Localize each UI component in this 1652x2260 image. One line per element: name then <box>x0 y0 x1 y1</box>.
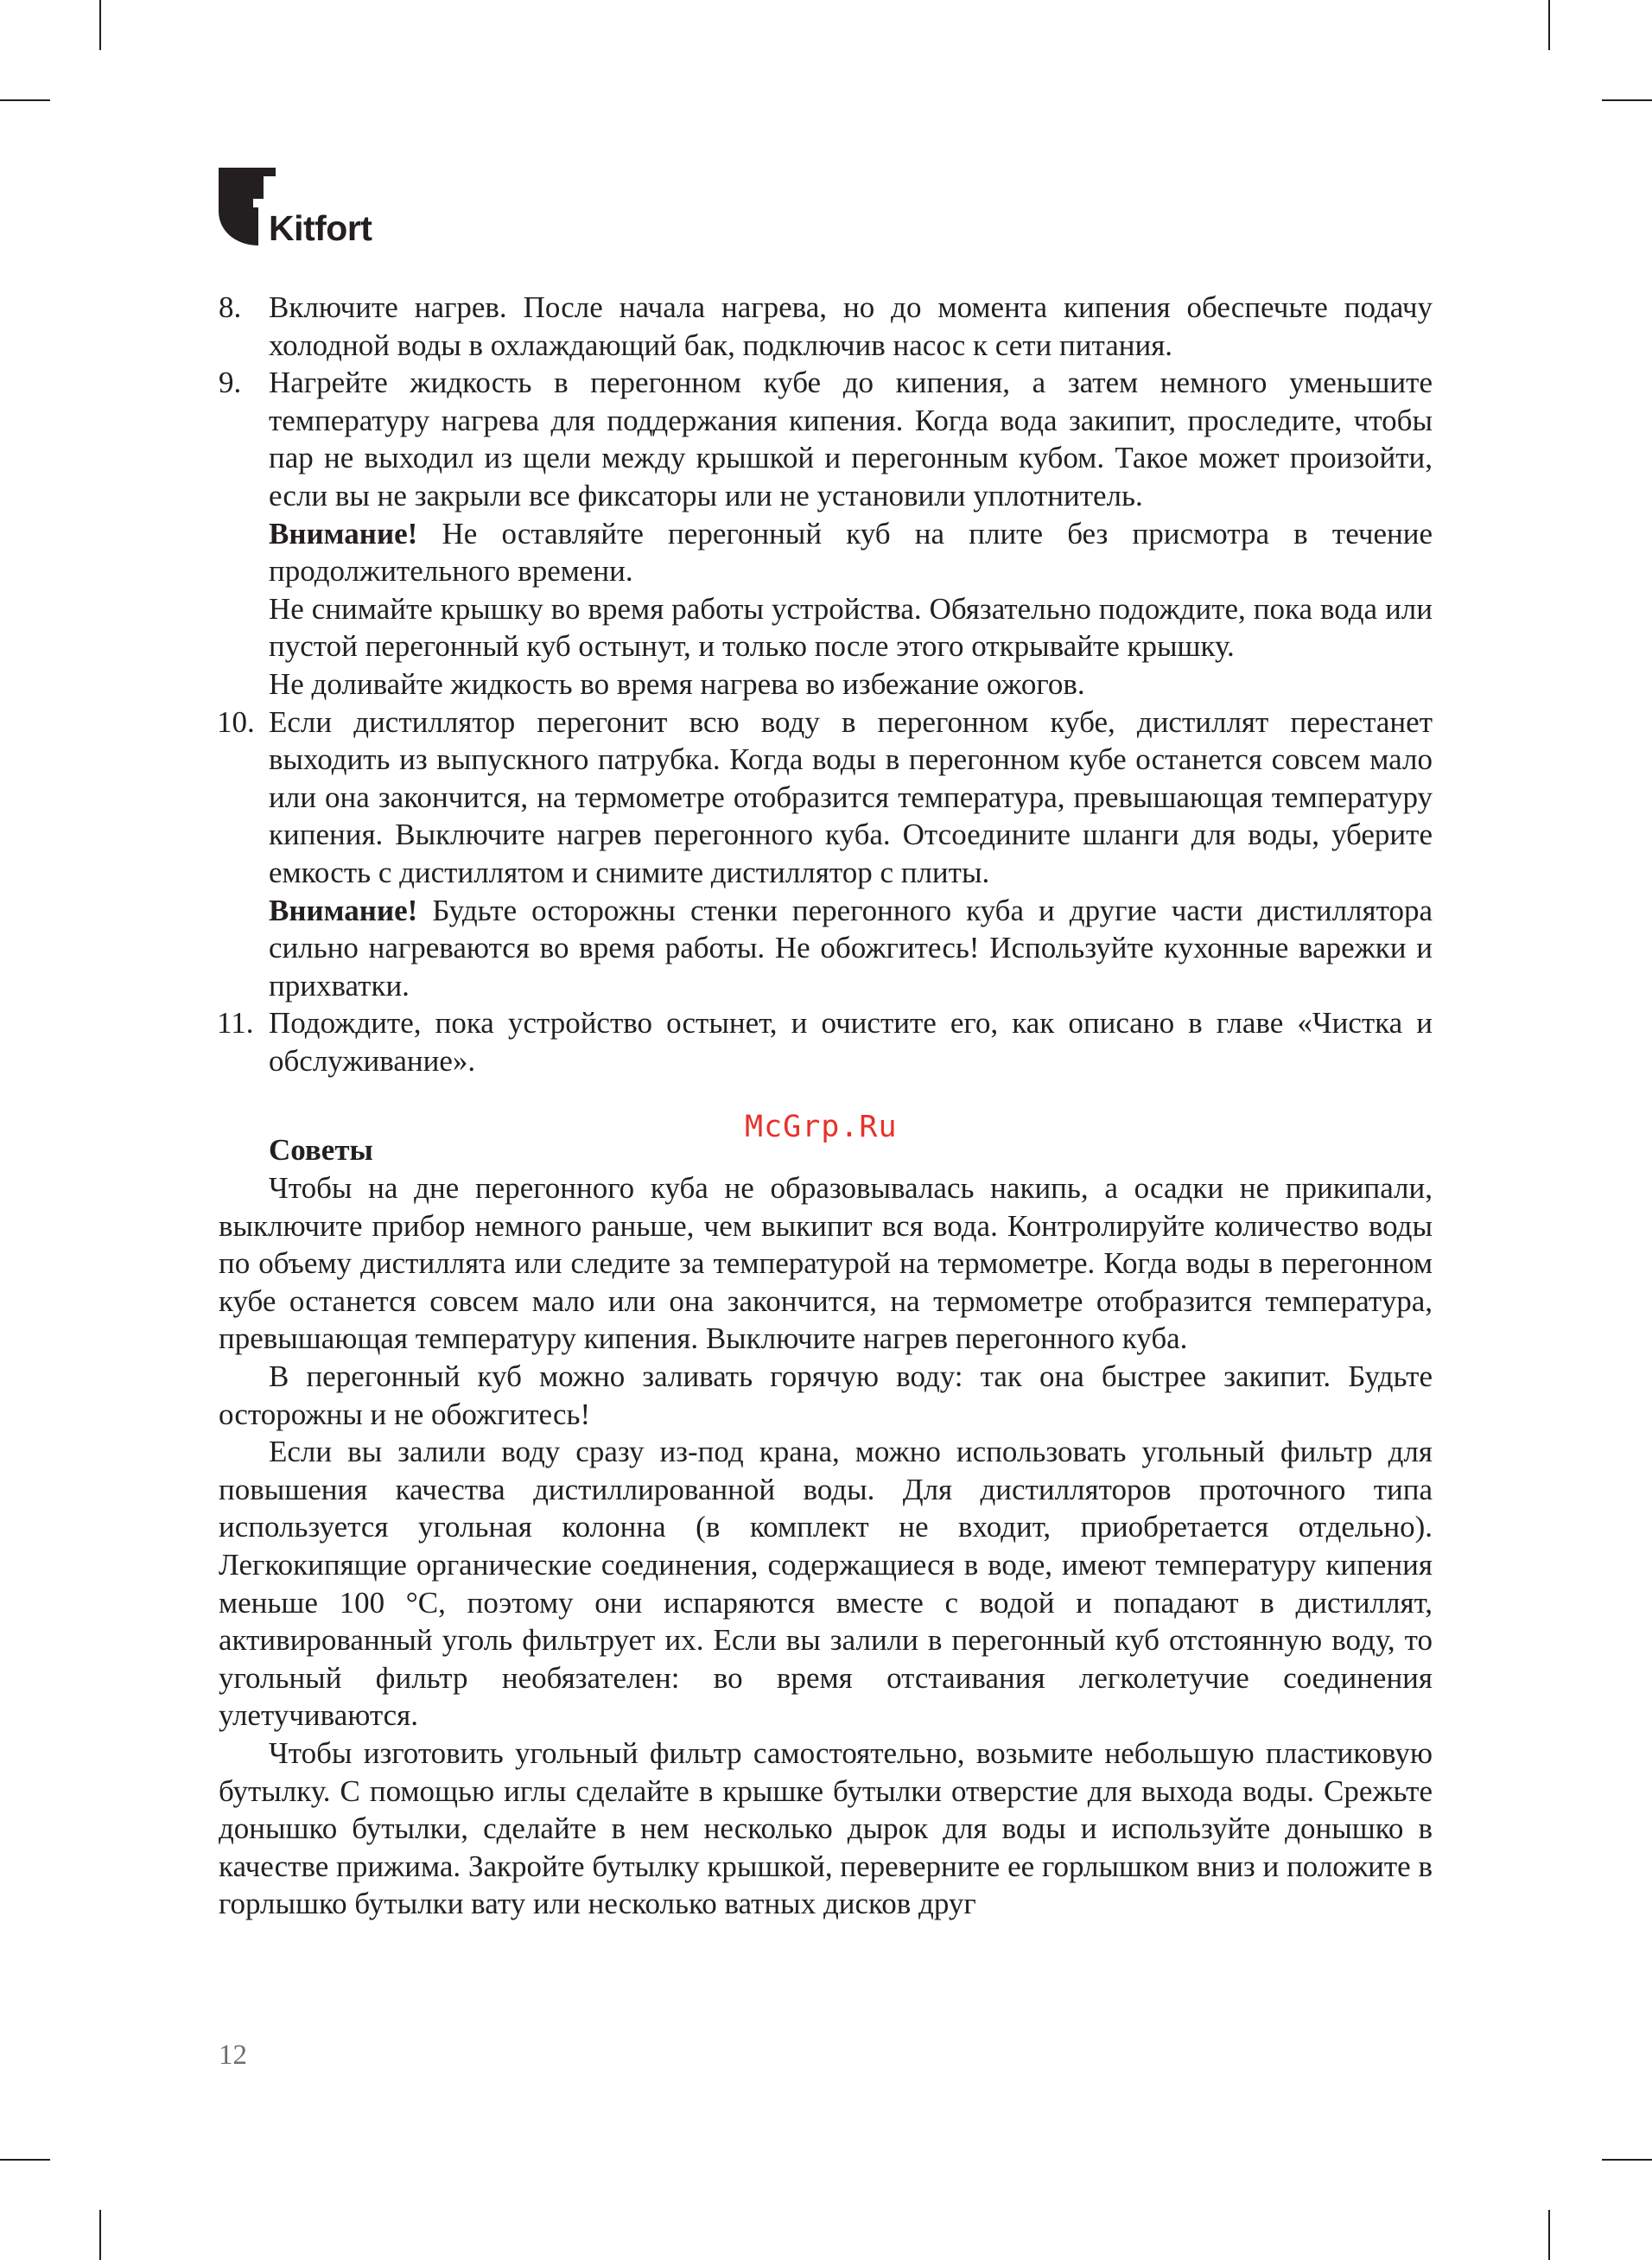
item-text: Подождите, пока устройство остынет, и очистите его, как описано в главе «Чистка и обслуживание». <box>269 1006 1433 1078</box>
brand-name: Kitfort <box>269 208 372 248</box>
item-number: 11. <box>217 1006 254 1041</box>
list-item-9 <box>219 364 1433 703</box>
watermark: McGrp.Ru <box>745 1110 898 1144</box>
crop-mark <box>0 2159 50 2161</box>
paragraph: Чтобы на дне перегонного куба не образовывалась накипь, а осадки не прикипали, выключите прибор немного раньше, чем выкипит вся вода. Контролируйте количество воды по объему дистиллята или следите за температурой на термометре. Когда воды в перегонном кубе останется совсем мало или она закончится, на термометре отобразится температура, превышающая температуру кипения. Выключите нагрев перегонного куба. <box>219 1171 1433 1356</box>
list-item-8 <box>219 289 1433 364</box>
paragraph: Если вы залили воду сразу из-под крана, можно использовать угольный фильтр для повышения качества дистиллированной воды. Для дистилляторов проточного типа используется угольная колонна (в комплект не входит, приобретается отдельно). Легкокипящие органические соединения, содержащиеся в воде, имеют температуру кипения меньше 100 °С, поэтому они испаряются вместе с водой и попадают в дистиллят, активированный уголь фильтрует их. Если вы залили в перегонный куб отстоянную воду, то угольный фильтр необязателен: во время отстаивания легколетучие соединения улетучиваются. <box>219 1435 1433 1733</box>
item-note: Не доливайте жидкость во время нагрева во избежание ожогов. <box>269 666 1085 701</box>
list-item-10 <box>219 703 1433 1005</box>
warning-label: Внимание! <box>269 516 418 551</box>
crop-mark <box>1548 2210 1550 2260</box>
warning-text: Не оставляйте перегонный куб на плите без присмотра в течение продолжительного времени. <box>269 516 1433 589</box>
paragraph: Чтобы изготовить угольный фильтр самостоятельно, возьмите небольшую пластиковую бутылку. С помощью иглы сделайте в крышке бутылки отверстие для выхода воды. Срежьте донышко бутылки, сделайте в нем несколько дырок для воды и используйте донышко в качестве прижима. Закройте бутылку крышкой, переверните ее горлышком вниз и положите в горлышко бутылки вату или несколько ватных дисков друг <box>219 1735 1433 1921</box>
warning-note <box>269 892 1433 1005</box>
page-content <box>219 289 1433 1923</box>
kitfort-logo-icon <box>219 168 276 245</box>
list-item-11 <box>219 1004 1433 1079</box>
item-note: Не снимайте крышку во время работы устройства. Обязательно подождите, пока вода или пустой перегонный куб остынут, и только после этого открывайте крышку. <box>269 591 1433 664</box>
section-heading: Советы <box>269 1133 373 1168</box>
brand-logo <box>219 168 383 251</box>
item-text: Включите нагрев. После начала нагрева, но до момента кипения обеспечьте подачу холодной воды в охлаждающий бак, подключив насос к сети питания. <box>269 290 1433 362</box>
crop-mark <box>1548 0 1550 50</box>
crop-mark <box>1602 2159 1652 2161</box>
page-number: 12 <box>219 2040 247 2071</box>
item-number: 10. <box>217 704 255 739</box>
crop-mark <box>99 0 101 50</box>
spacer <box>219 1079 1433 1105</box>
crop-mark <box>1602 99 1652 101</box>
crop-mark <box>99 2210 101 2260</box>
item-number: 9. <box>219 366 242 400</box>
warning-text: Будьте осторожны стенки перегонного куба и другие части дистиллятора сильно нагреваются во время работы. Не обожгитесь! Используйте кухонные варежки и прихватки. <box>269 893 1433 1003</box>
warning-note <box>269 515 1433 590</box>
item-number: 8. <box>219 290 242 324</box>
item-text: Нагрейте жидкость в перегонном кубе до кипения, а затем немного уменьшите температуру нагрева для поддержания кипения. Когда вода закипит, проследите, чтобы пар не выходил из щели между крышкой и перегонным кубом. Такое может произойти, если вы не закрыли все фиксаторы или не установили уплотнитель. <box>269 366 1433 512</box>
paragraph: В перегонный куб можно заливать горячую воду: так она быстрее закипит. Будьте осторожны и не обожгитесь! <box>219 1359 1433 1431</box>
item-text: Если дистиллятор перегонит всю воду в перегонном кубе, дистиллят перестанет выходить из выпускного патрубка. Когда воды в перегонном кубе останется совсем мало или она закончится, на термометре отобразится температура, превышающая температуру кипения. Выключите нагрев перегонного куба. Отсоедините шланги для воды, уберите емкость с дистиллятом и снимите дистиллятор с плиты. <box>269 704 1433 889</box>
warning-label: Внимание! <box>269 893 418 927</box>
crop-mark <box>0 99 50 101</box>
